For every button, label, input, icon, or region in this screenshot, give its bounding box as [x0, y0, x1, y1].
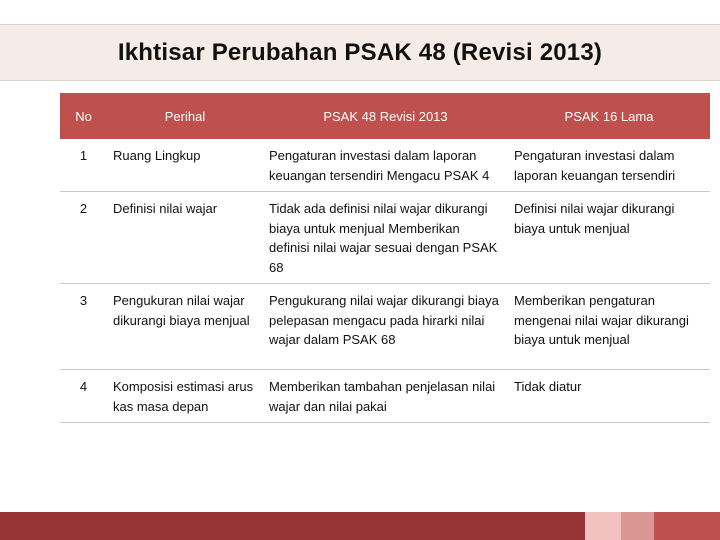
header-perihal: Perihal — [107, 93, 263, 139]
cell-no: 4 — [60, 370, 107, 423]
cell-perihal: Pengukuran nilai wajar dikurangi biaya menjual — [107, 284, 263, 370]
cell-psak48: Pengukurang nilai wajar dikurangi biaya pelepasan mengacu pada hirarki nilai wajar dalam PSAK 68 — [263, 284, 508, 370]
table-row — [60, 284, 710, 370]
comparison-table — [60, 93, 710, 423]
cell-psak48: Tidak ada definisi nilai wajar dikurangi biaya untuk menjual Memberikan definisi nilai wajar sesuai dengan PSAK 68 — [263, 192, 508, 284]
header-no: No — [60, 93, 107, 139]
footer-segment-light — [585, 512, 621, 540]
cell-psak16: Tidak diatur — [508, 370, 710, 423]
table-row — [60, 139, 710, 192]
cell-perihal: Ruang Lingkup — [107, 139, 263, 192]
cell-psak16: Pengaturan investasi dalam laporan keuangan tersendiri — [508, 139, 710, 192]
cell-psak16: Definisi nilai wajar dikurangi biaya untuk menjual — [508, 192, 710, 284]
table-row — [60, 370, 710, 423]
footer-segment-accent — [654, 512, 720, 540]
title-band — [0, 24, 720, 81]
cell-no: 3 — [60, 284, 107, 370]
cell-psak16: Memberikan pengaturan mengenai nilai wajar dikurangi biaya untuk menjual — [508, 284, 710, 370]
cell-perihal: Komposisi estimasi arus kas masa depan — [107, 370, 263, 423]
page-title: Ikhtisar Perubahan PSAK 48 (Revisi 2013) — [117, 38, 603, 66]
header-psak16: PSAK 16 Lama — [508, 93, 710, 139]
footer-segment-main — [0, 512, 585, 540]
cell-psak48: Memberikan tambahan penjelasan nilai wajar dan nilai pakai — [263, 370, 508, 423]
cell-no: 1 — [60, 139, 107, 192]
table-header-row — [60, 93, 710, 139]
cell-no: 2 — [60, 192, 107, 284]
table-row — [60, 192, 710, 284]
header-psak48: PSAK 48 Revisi 2013 — [263, 93, 508, 139]
footer-segment-mid — [621, 512, 654, 540]
footer-bar — [0, 512, 720, 540]
cell-perihal: Definisi nilai wajar — [107, 192, 263, 284]
cell-psak48: Pengaturan investasi dalam laporan keuangan tersendiri Mengacu PSAK 4 — [263, 139, 508, 192]
